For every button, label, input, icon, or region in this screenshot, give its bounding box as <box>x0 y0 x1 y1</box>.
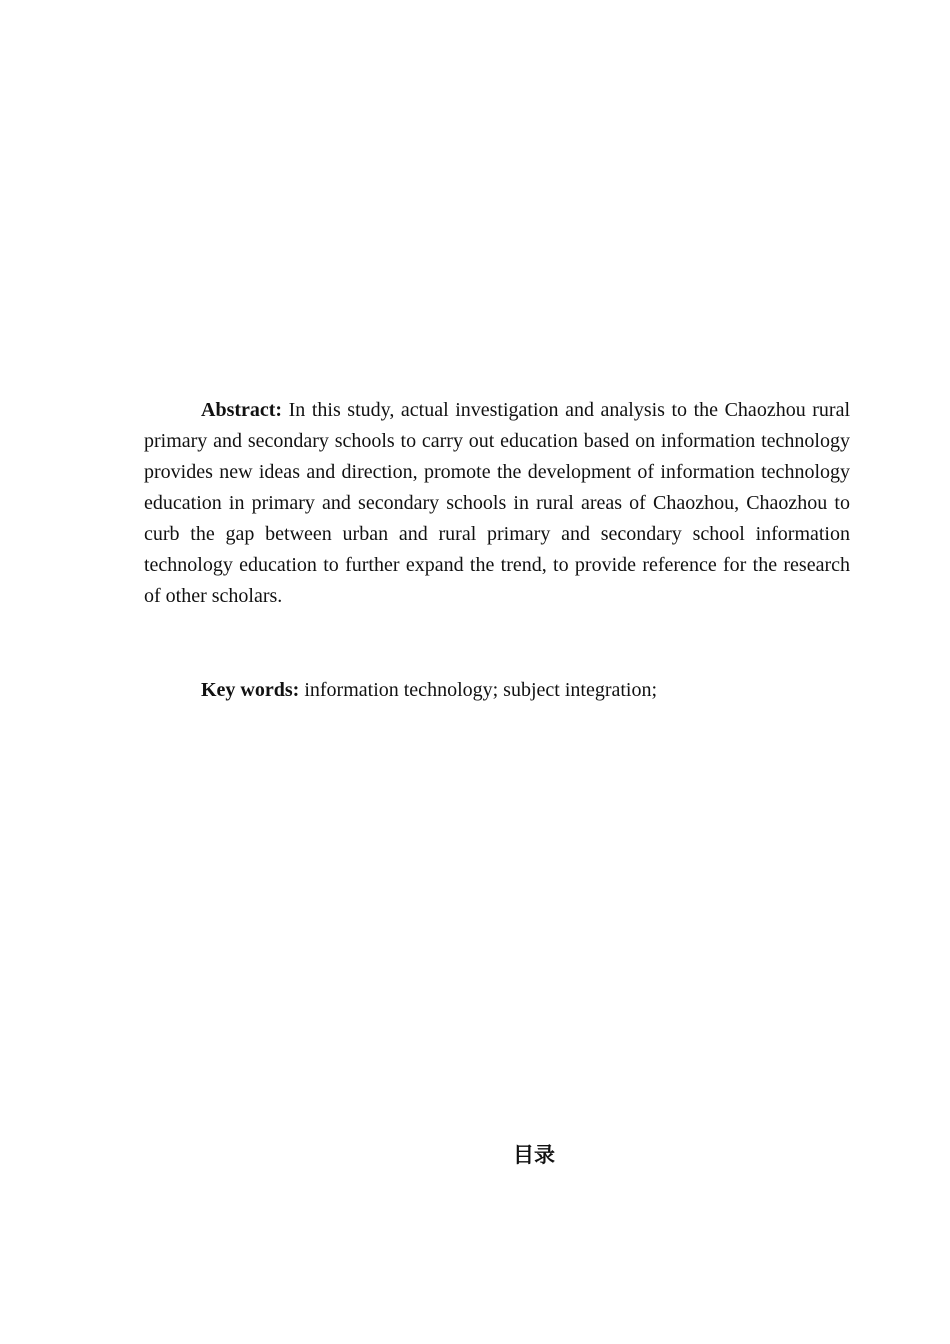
keywords-text: information technology; subject integration; <box>299 679 658 701</box>
keywords-paragraph <box>144 675 850 706</box>
abstract-text: In this study, actual investigation and analysis to the Chaozhou rural primary and secondary schools to carry out education based on information technology provides new ideas and direction, promote the development of information technology education in primary and secondary schools in rural areas of Chaozhou, Chaozhou to curb the gap between urban and rural primary and secondary school information technology education to further expand the trend, to provide reference for the research of other scholars. <box>144 399 850 607</box>
table-of-contents-heading: 目录 <box>513 1143 555 1167</box>
keywords-label: Key words: <box>201 679 300 701</box>
abstract-label: Abstract: <box>201 399 283 421</box>
abstract-paragraph <box>144 395 850 612</box>
